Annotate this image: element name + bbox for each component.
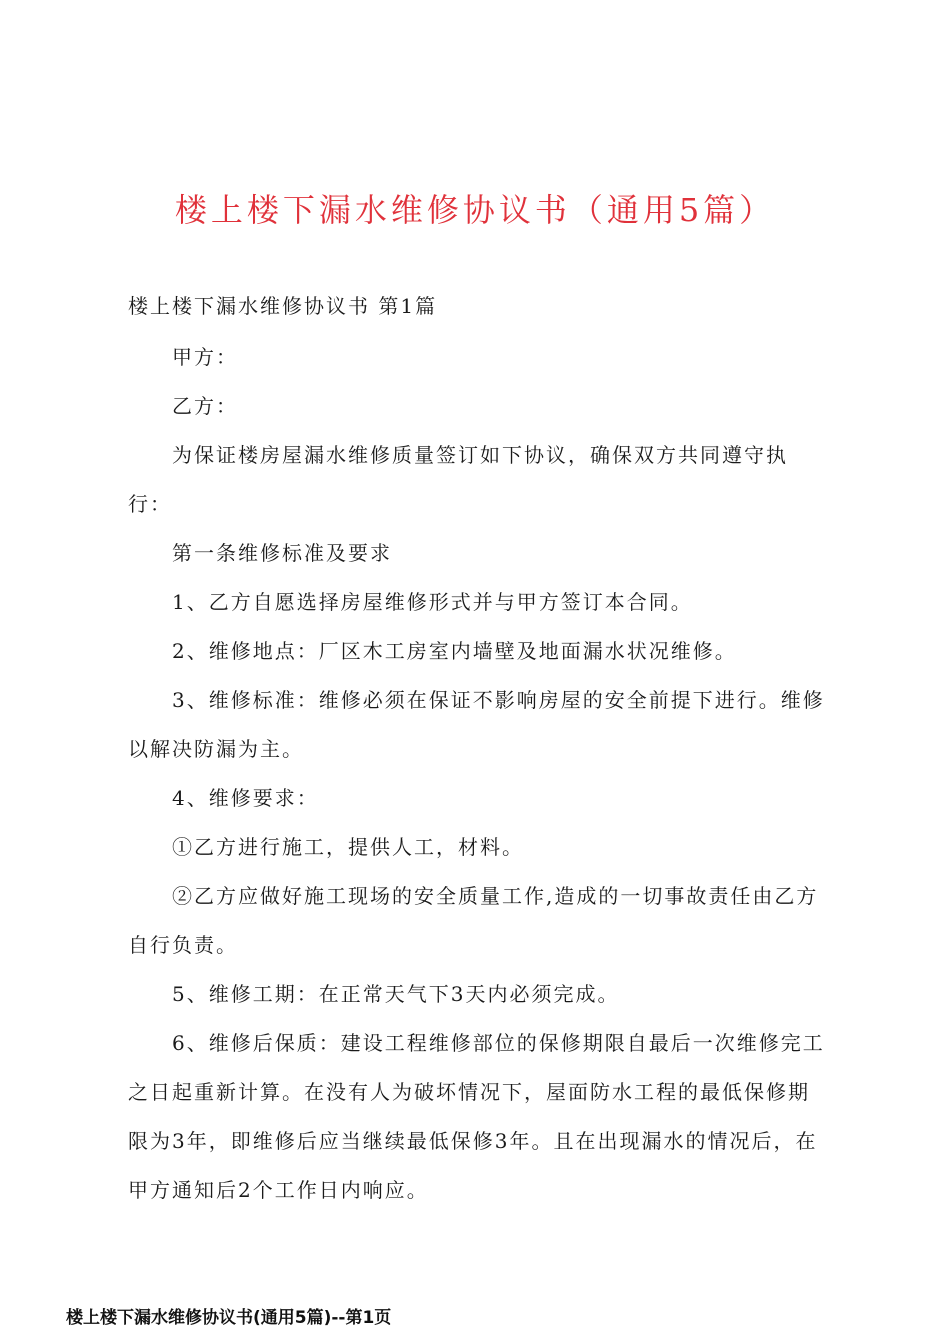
clause-4: 4、维修要求： — [172, 786, 319, 810]
clause-6: 6、维修后保质：建设工程维修部位的保修期限自最后一次维修完工之日起重新计算。在没有人为破坏情况下，屋面防水工程的最低保修期限为3年，即维修后应当继续最低保修3年。且在出现漏水的情况后，在甲方通知后2个工作日内响应。 — [128, 1031, 825, 1202]
clause-2: 2、维修地点：厂区木工房室内墙壁及地面漏水状况维修。 — [172, 639, 737, 663]
party-b-line: 乙方： — [172, 394, 238, 418]
party-a-line: 甲方： — [172, 345, 238, 369]
section-heading: 楼上楼下漏水维修协议书 第1篇 — [128, 294, 438, 318]
clause-4-item-2: ②乙方应做好施工现场的安全质量工作,造成的一切事故责任由乙方自行负责。 — [128, 884, 819, 957]
clause-3: 3、维修标准：维修必须在保证不影响房屋的安全前提下进行。维修以解决防漏为主。 — [128, 688, 825, 761]
document-body — [128, 282, 828, 1215]
clause-1: 1、乙方自愿选择房屋维修形式并与甲方签订本合同。 — [172, 590, 693, 614]
page-footer: 楼上楼下漏水维修协议书(通用5篇)--第1页 — [66, 1308, 392, 1328]
article-heading: 第一条维修标准及要求 — [172, 541, 392, 565]
clause-4-item-1: ①乙方进行施工，提供人工，材料。 — [172, 835, 524, 859]
document-title: 楼上楼下漏水维修协议书（通用5篇） — [174, 191, 776, 229]
preamble-paragraph: 为保证楼房屋漏水维修质量签订如下协议，确保双方共同遵守执行： — [128, 443, 788, 516]
clause-5: 5、维修工期：在正常天气下3天内必须完成。 — [172, 982, 620, 1006]
